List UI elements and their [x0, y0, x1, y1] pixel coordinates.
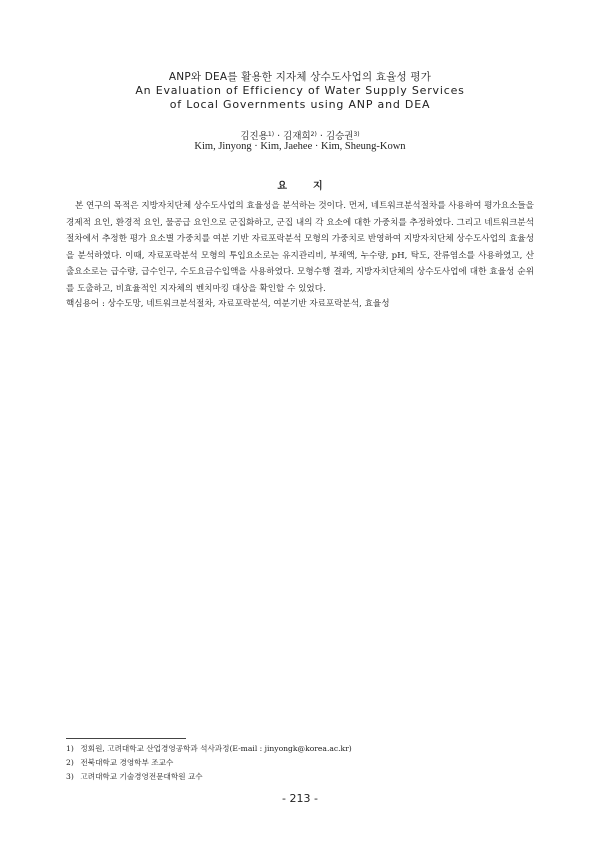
- author-separator: ·: [277, 131, 281, 142]
- footnote-text: 전북대학교 경영학부 조교수: [80, 758, 174, 768]
- author-name: 김진용: [240, 131, 268, 142]
- author-footnote-mark: 3): [353, 131, 360, 138]
- keywords: 핵심용어 : 상수도망, 네트워크분석절차, 자료포락분석, 여분기반 자료포락분석, 효율성: [66, 299, 390, 309]
- footnote-text: 정회원, 고려대학교 산업경영공학과 석사과정(E-mail : jinyongk@korea.ac.kr): [80, 744, 352, 753]
- footnote: [66, 770, 534, 784]
- paper-title-english-line1: An Evaluation of Efficiency of Water Supply Services: [135, 84, 465, 97]
- footnote: [66, 742, 534, 756]
- footnote-number: 3): [66, 772, 74, 782]
- footnote-divider: [66, 738, 186, 739]
- author-name: 김재희: [283, 131, 311, 142]
- author-footnote-mark: 1): [267, 131, 275, 138]
- author-name: 김승권: [325, 131, 354, 142]
- footnote-number: 1): [66, 744, 74, 753]
- footnote-text: 고려대학교 기술경영전문대학원 교수: [80, 772, 203, 782]
- abstract-heading: 요지: [277, 181, 349, 192]
- author-footnote-mark: 2): [310, 131, 317, 138]
- authors-korean: [0, 128, 600, 142]
- page-number: - 213 -: [282, 792, 318, 805]
- footnotes: [66, 742, 534, 785]
- footnote-number: 2): [66, 758, 74, 768]
- paper-title-english-line2: of Local Governments using ANP and DEA: [169, 98, 431, 111]
- author-separator: ·: [319, 131, 323, 142]
- abstract-body: 본 연구의 목적은 지방자치단체 상수도사업의 효율성을 분석하는 것이다. 먼저, 네트워크분석절차를 사용하여 평가요소들을 경제적 요인, 환경적 요인, 물공급 요인으로 군집화하고, 군집 내의 각 요소에 대한 가중치를 추정하였다. 그리고 네트워크분석절차에서 추정한 평가 요소별 가중치를 여분 기반 자료포락분석 모형의 가중치로 반영하여 지방자치단체 상수도사업의 효율성을 분석하였다. 이때, 자료포락분석 모형의 투입요소로는 유지관리비, 부채액, 누수량, pH, 탁도, 잔류염소를 사용하였고, 산출요소로는 급수량, 급수인구, 수도요금수입액을 사용하였다. 모형수행 결과, 지방자치단체의 상수도사업에 대한 효율성 순위를 도출하고, 비효율적인 지자체의 벤치마킹 대상을 확인할 수 있었다.: [66, 201, 534, 294]
- footnote: [66, 756, 534, 770]
- authors-english: Kim, Jinyong · Kim, Jaehee · Kim, Sheung-Kown: [194, 141, 406, 152]
- paper-title-korean: ANP와 DEA를 활용한 지자체 상수도사업의 효율성 평가: [168, 71, 432, 83]
